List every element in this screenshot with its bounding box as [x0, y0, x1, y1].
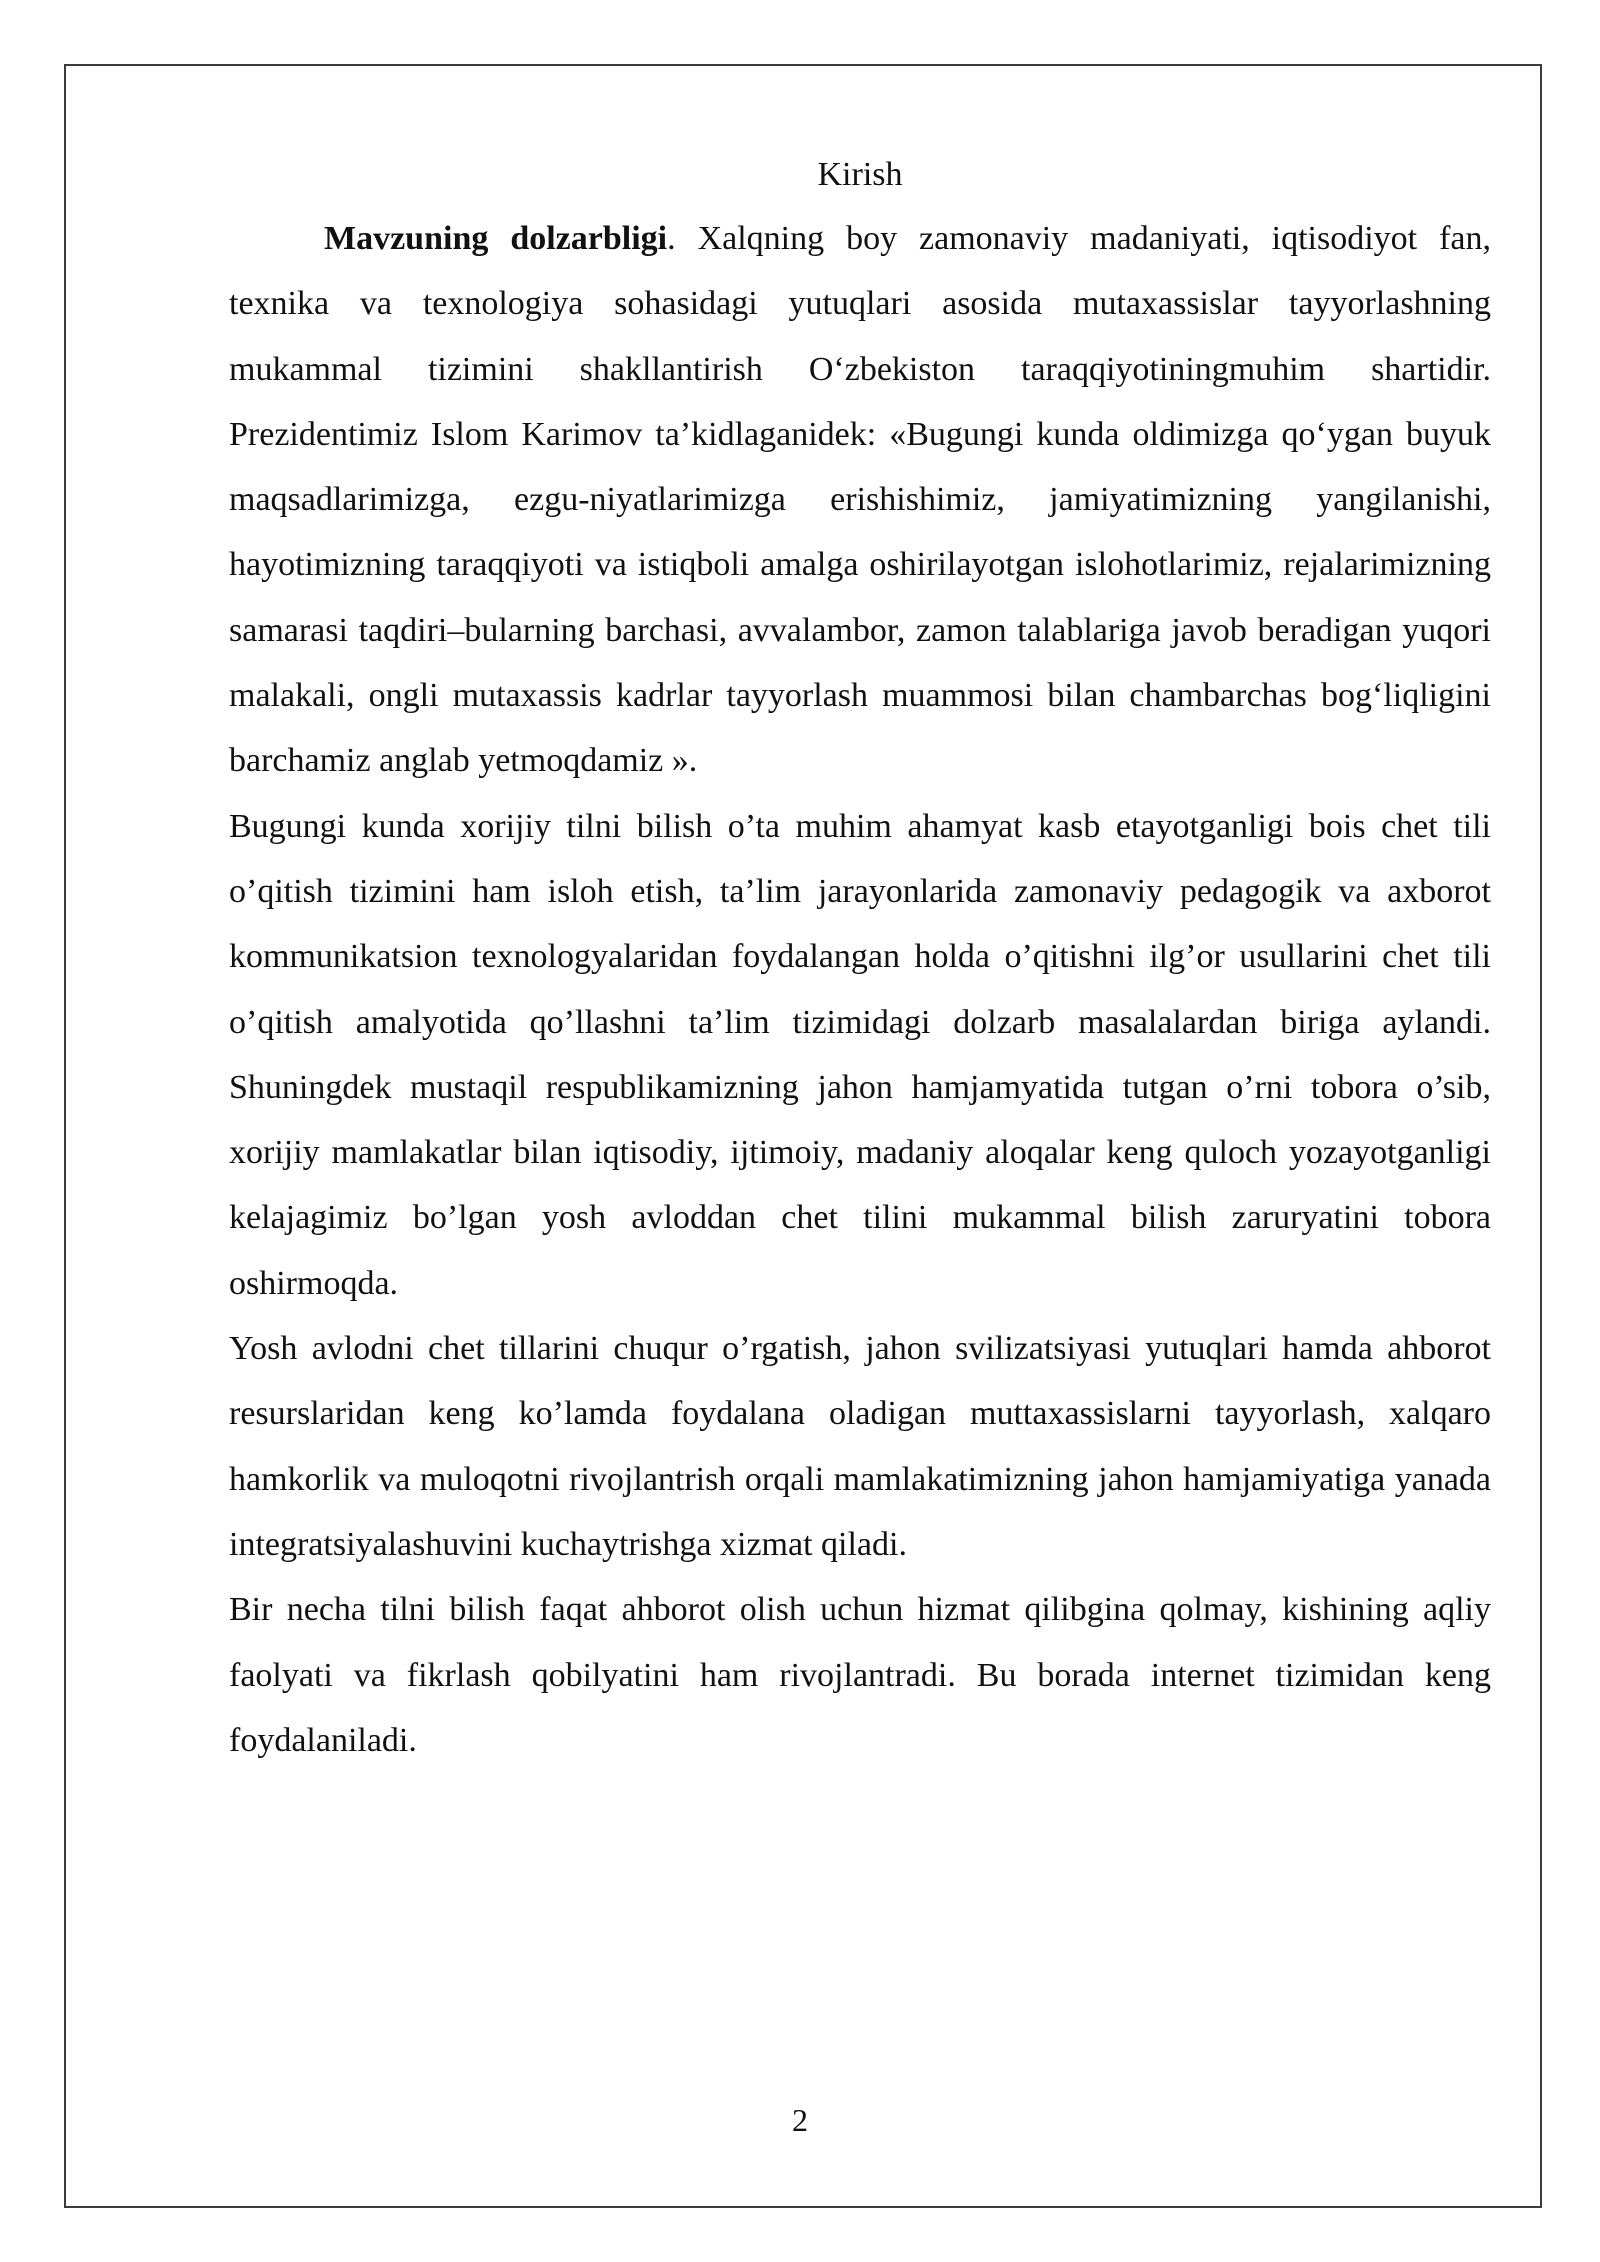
page-number: 2	[792, 2102, 808, 2138]
document-body	[229, 140, 1491, 1773]
paragraph-relevance	[229, 206, 1491, 794]
paragraph-text: . Xalqning boy zamonaviy madaniyati, iqtisodiyot fan, texnika va texnologiya sohasidagi yutuqlari asosida mutaxassislar tayyorlashning mukammal tizimini shakllantirish O‘zbekiston taraqqiyotiningmuhim shartidir. Prezidentimiz Islom Karimov ta’kidlaganidek: «Bugungi kunda oldimizga qo‘ygan buyuk maqsadlarimizga, ezgu-niyatlarimizga erishishimiz, jamiyatimizning yangilanishi, hayotimizning taraqqiyoti va istiqboli amalga oshirilayotgan islohotlarimiz, rejalarimizning samarasi taqdiri–bularning barchasi, avvalambor, zamon talablariga javob beradigan yuqori malakali, ongli mutaxassis kadrlar tayyorlash muammosi bilan chambarchas bog‘liqligini barchamiz anglab yetmoqdamiz ».	[229, 220, 1492, 780]
paragraph-multilingual: Bir necha tilni bilish faqat ahborot olish uchun hizmat qilibgina qolmay, kishining aqliy faolyati va fikrlash qobilyatini ham rivojlantradi. Bu borada internet tizimidan keng foydalaniladi.	[229, 1591, 1491, 1759]
paragraph-lead: Mavzuning dolzarbligi	[324, 220, 668, 257]
paragraph-young-generation: Yosh avlodni chet tillarini chuqur o’rgatish, jahon svilizatsiyasi yutuqlari hamda ahborot resurslaridan keng ko’lamda foydalana oladigan muttaxassislarni tayyorlash, xalqaro hamkorlik va muloqotni rivojlantrish orqali mamlakatimizning jahon hamjamiyatiga yanada integratsiyalashuvini kuchaytrishga xizmat qiladi.	[229, 1330, 1491, 1563]
paragraph-foreign-language: Bugungi kunda xorijiy tilni bilish o’ta muhim ahamyat kasb etayotganligi bois chet tili o’qitish tizimini ham isloh etish, ta’lim jarayonlarida zamonaviy pedagogik va axborot kommunikatsion texnologyalaridan foydalangan holda o’qitishni ilg’or usullarini chet tili o’qitish amalyotida qo’llashni ta’lim tizimidagi dolzarb masalalardan biriga aylandi. Shuningdek mustaqil respublikamizning jahon hamjamyatida tutgan o’rni tobora o’sib, xorijiy mamlakatlar bilan iqtisodiy, ijtimoiy, madaniy aloqalar keng quloch yozayotganligi kelajagimiz bo’lgan yosh avloddan chet tilini mukammal bilish zaruryatini tobora oshirmoqda.	[229, 807, 1491, 1302]
page-title: Kirish	[817, 156, 903, 193]
